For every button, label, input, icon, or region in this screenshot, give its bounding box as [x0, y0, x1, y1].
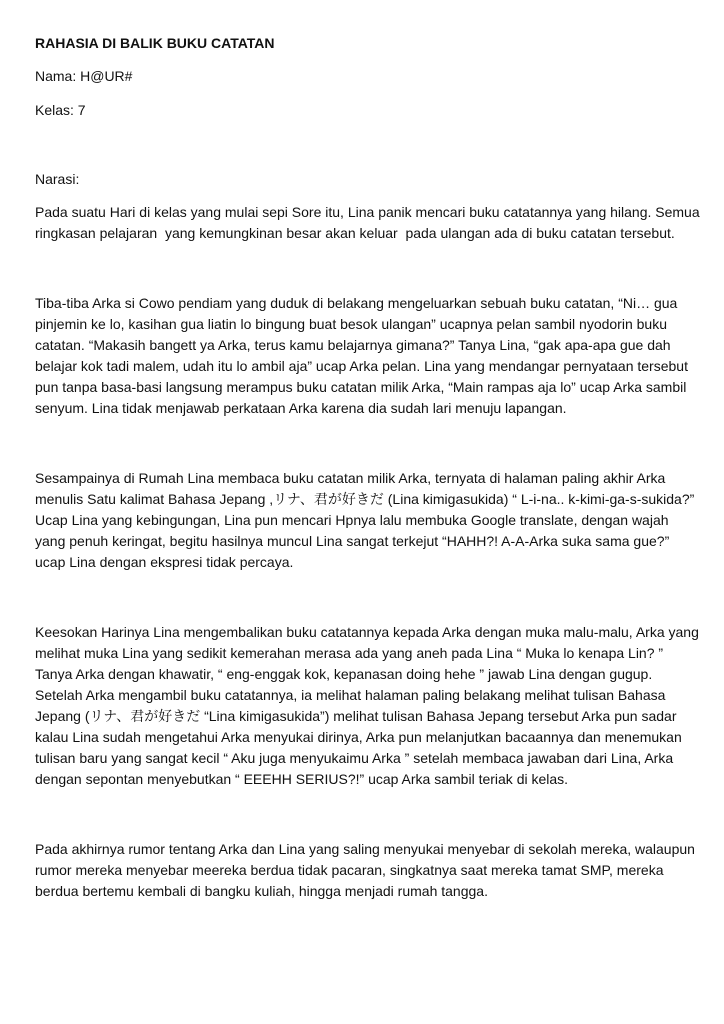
document-page — [35, 33, 704, 902]
paragraph-3: Sesampainya di Rumah Lina membaca buku catatan milik Arka, ternyata di halaman paling akhir Arka menulis Satu kalimat Bahasa Jepang ,リナ、君が好きだ (Lina kimigasukida) “ L-i-na.. k-kimi-ga-s-sukida?” Ucap Lina yang kebingungan, Lina pun mencari Hpnya lalu membuka Google translate, dengan wajah yang penuh keringat, begitu hasilnya muncul Lina sangat terkejut “HAHH?! A-A-Arka suka sama gue?” ucap Lina dengan ekspresi tidak percaya. — [35, 470, 699, 570]
paragraph-4: Keesokan Harinya Lina mengembalikan buku catatannya kepada Arka dengan muka malu-malu, Arka yang melihat muka Lina yang sedikit kemerahan merasa ada yang aneh pada Lina “ Muka lo kenapa Lin? ” Tanya Arka dengan khawatir, “ eng-enggak kok, kepanasan doing hehe ” jawab Lina dengan gugup. Setelah Arka mengambil buku catatannya, ia melihat halaman paling belakang melihat tulisan Bahasa Jepang (リナ、君が好きだ “Lina kimigasukida”) melihat tulisan Bahasa Jepang tersebut Arka pun sadar kalau Lina sudah mengetahui Arka menyukai dirinya, Arka pun melanjutkan bacaannya dan menemukan tulisan baru yang sangat kecil “ Aku juga menyukaimu Arka ” setelah membaca jawaban dari Lina, Arka dengan sepontan menyebutkan “ EEEHH SERIUS?!” ucap Arka sambil teriak di kelas. — [35, 624, 703, 787]
paragraph-1: Pada suatu Hari di kelas yang mulai sepi Sore itu, Lina panik mencari buku catatannya yang hilang. Semua ringkasan pelajaran yang kemungkinan besar akan keluar pada ulangan ada di buku catatan tersebut. — [35, 204, 704, 241]
student-class: Kelas: 7 — [35, 102, 86, 118]
paragraph-5: Pada akhirnya rumor tentang Arka dan Lina yang saling menyukai menyebar di sekolah mereka, walaupun rumor mereka menyebar meereka berdua tidak pacaran, singkatnya saat mereka tamat SMP, mereka berdua bertemu kembali di bangku kuliah, hingga menjadi rumah tangga. — [35, 841, 699, 899]
document-title: RAHASIA DI BALIK BUKU CATATAN — [35, 35, 275, 51]
paragraph-2: Tiba-tiba Arka si Cowo pendiam yang duduk di belakang mengeluarkan sebuah buku catatan, “Ni… gua pinjemin ke lo, kasihan gua liatin lo bingung buat besok ulangan” ucapnya pelan sambil nyodorin buku catatan. “Makasih bangett ya Arka, terus kamu belajarnya gimana?” Tanya Lina, “gak apa-apa gue dah belajar kok tadi malem, udah itu lo ambil aja” ucap Arka pelan. Lina yang mendangar pernyataan tersebut pun tanpa basa-basi langsung merampus buku catatan milik Arka, “Main rampas aja lo” ucap Arka sambil senyum. Lina tidak menjawab perkataan Arka karena dia sudah lari menuju lapangan. — [35, 295, 692, 416]
student-name: Nama: H@UR# — [35, 68, 133, 84]
section-label: Narasi: — [35, 171, 80, 187]
